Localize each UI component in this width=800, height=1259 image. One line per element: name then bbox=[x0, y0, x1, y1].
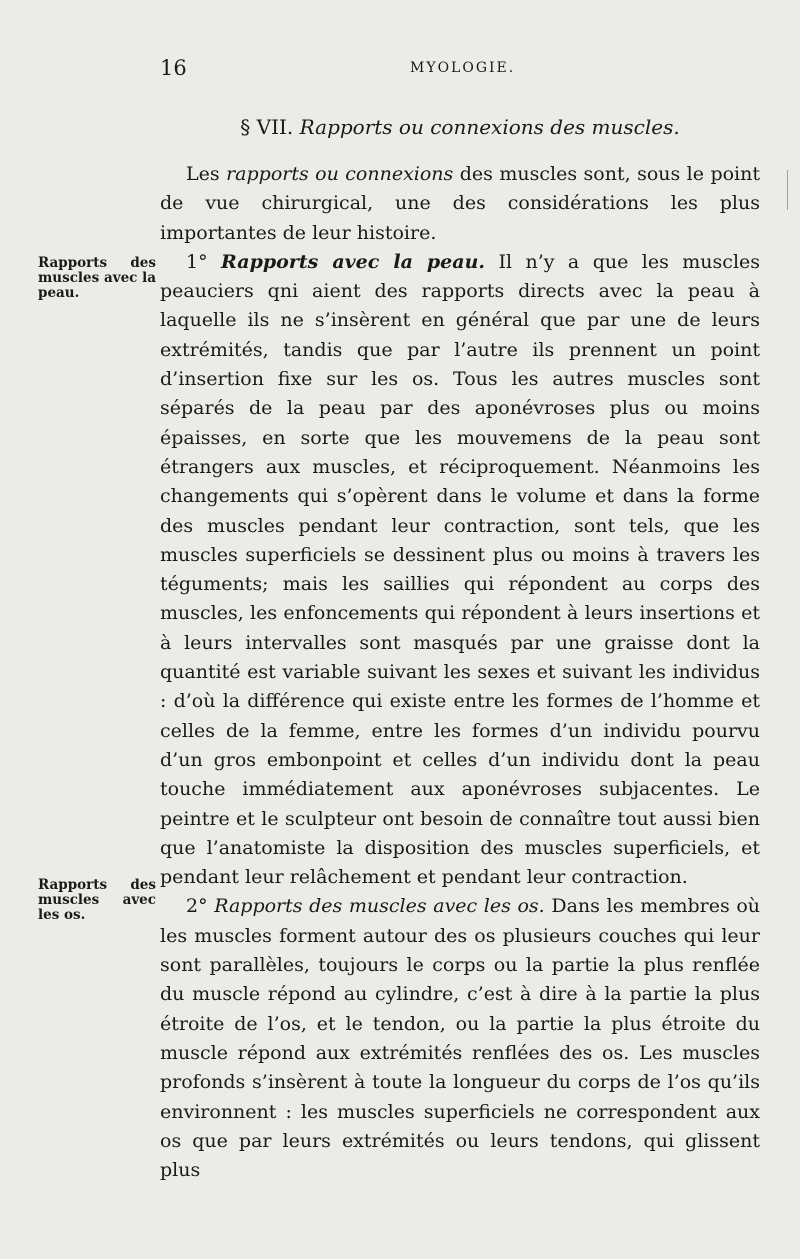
paragraph-intro bbox=[160, 160, 760, 248]
section-heading bbox=[160, 112, 760, 142]
paragraph-text: des muscles sont, sous le point de vue chirurgical, une des considérations les plus importantes de leur histoire. bbox=[160, 163, 760, 244]
page-number: 16 bbox=[160, 56, 187, 80]
paragraph-italic: rapports ou connexions bbox=[226, 163, 454, 185]
margin-note-skin: Rapports des muscles avec la peau. bbox=[38, 255, 156, 301]
section-title: Rapports ou connexions des muscles. bbox=[299, 115, 680, 139]
paragraph-text: Dans les membres où les muscles forment autour des os plusieurs couches qui leur sont parallèles, toujours le corps ou la partie la plus renflée du muscle répond au cylindre, c’est à dire à la partie la plus étroite de l’os, et le tendon, ou la partie la plus étroite du muscle répond aux extrémités renflées des os. Les muscles profonds s’insèrent à toute la longueur du corps de l’os qu’ils environnent : les muscles superficiels ne correspondent aux os que par leurs extrémités ou leurs tendons, qui glissent plus bbox=[160, 895, 760, 1182]
section-number: § VII. bbox=[240, 115, 294, 139]
margin-note-bones: Rapports des muscles avec les os. bbox=[38, 877, 156, 923]
paragraph-bones bbox=[160, 892, 760, 1185]
subsection-title: Rapports avec la peau. bbox=[221, 250, 486, 273]
running-head bbox=[160, 56, 760, 86]
body-text bbox=[160, 160, 760, 1185]
running-title: MYOLOGIE. bbox=[410, 60, 516, 76]
page-edge-mark bbox=[787, 170, 788, 210]
paragraph-lead: Les bbox=[186, 163, 220, 185]
subsection-title: Rapports des muscles avec les os. bbox=[214, 895, 545, 918]
paragraph-lead: 2° bbox=[186, 895, 208, 918]
paragraph-text: Il n’y a que les muscles peauciers qni aient des rapports directs avec la peau à laquelle ils ne s’insèrent en général que par une de leurs extrémités, tandis que par l’autre ils prennent un point d’insertion fixe sur les os. Tous les autres muscles sont séparés de la peau par des aponévroses plus ou moins épaisses, en sorte que les mouvemens de la peau sont étrangers aux muscles, et réciproquement. Néanmoins les changements qui s’opèrent dans le volume et dans la forme des muscles pendant leur contraction, sont tels, que les muscles superficiels se dessinent plus ou moins à travers les téguments; mais les saillies qui répondent au corps des muscles, les enfoncements qui répondent à leurs insertions et à leurs intervalles sont masqués par une graisse dont la quantité est variable suivant les sexes et suivant les individus : d’où la différence qui existe entre les formes de l’homme et celles de la femme, entre les formes d’un individu pourvu d’un gros embonpoint et celles d’un individu dont la peau touche immédiatement aux aponévroses subjacentes. Le peintre et le sculpteur ont besoin de connaître tout aussi bien que l’anatomiste la disposition des muscles superficiels, et pendant leur relâchement et pendant leur contraction. bbox=[160, 250, 761, 889]
paragraph-lead: 1° bbox=[186, 250, 208, 273]
paragraph-skin bbox=[160, 248, 760, 893]
